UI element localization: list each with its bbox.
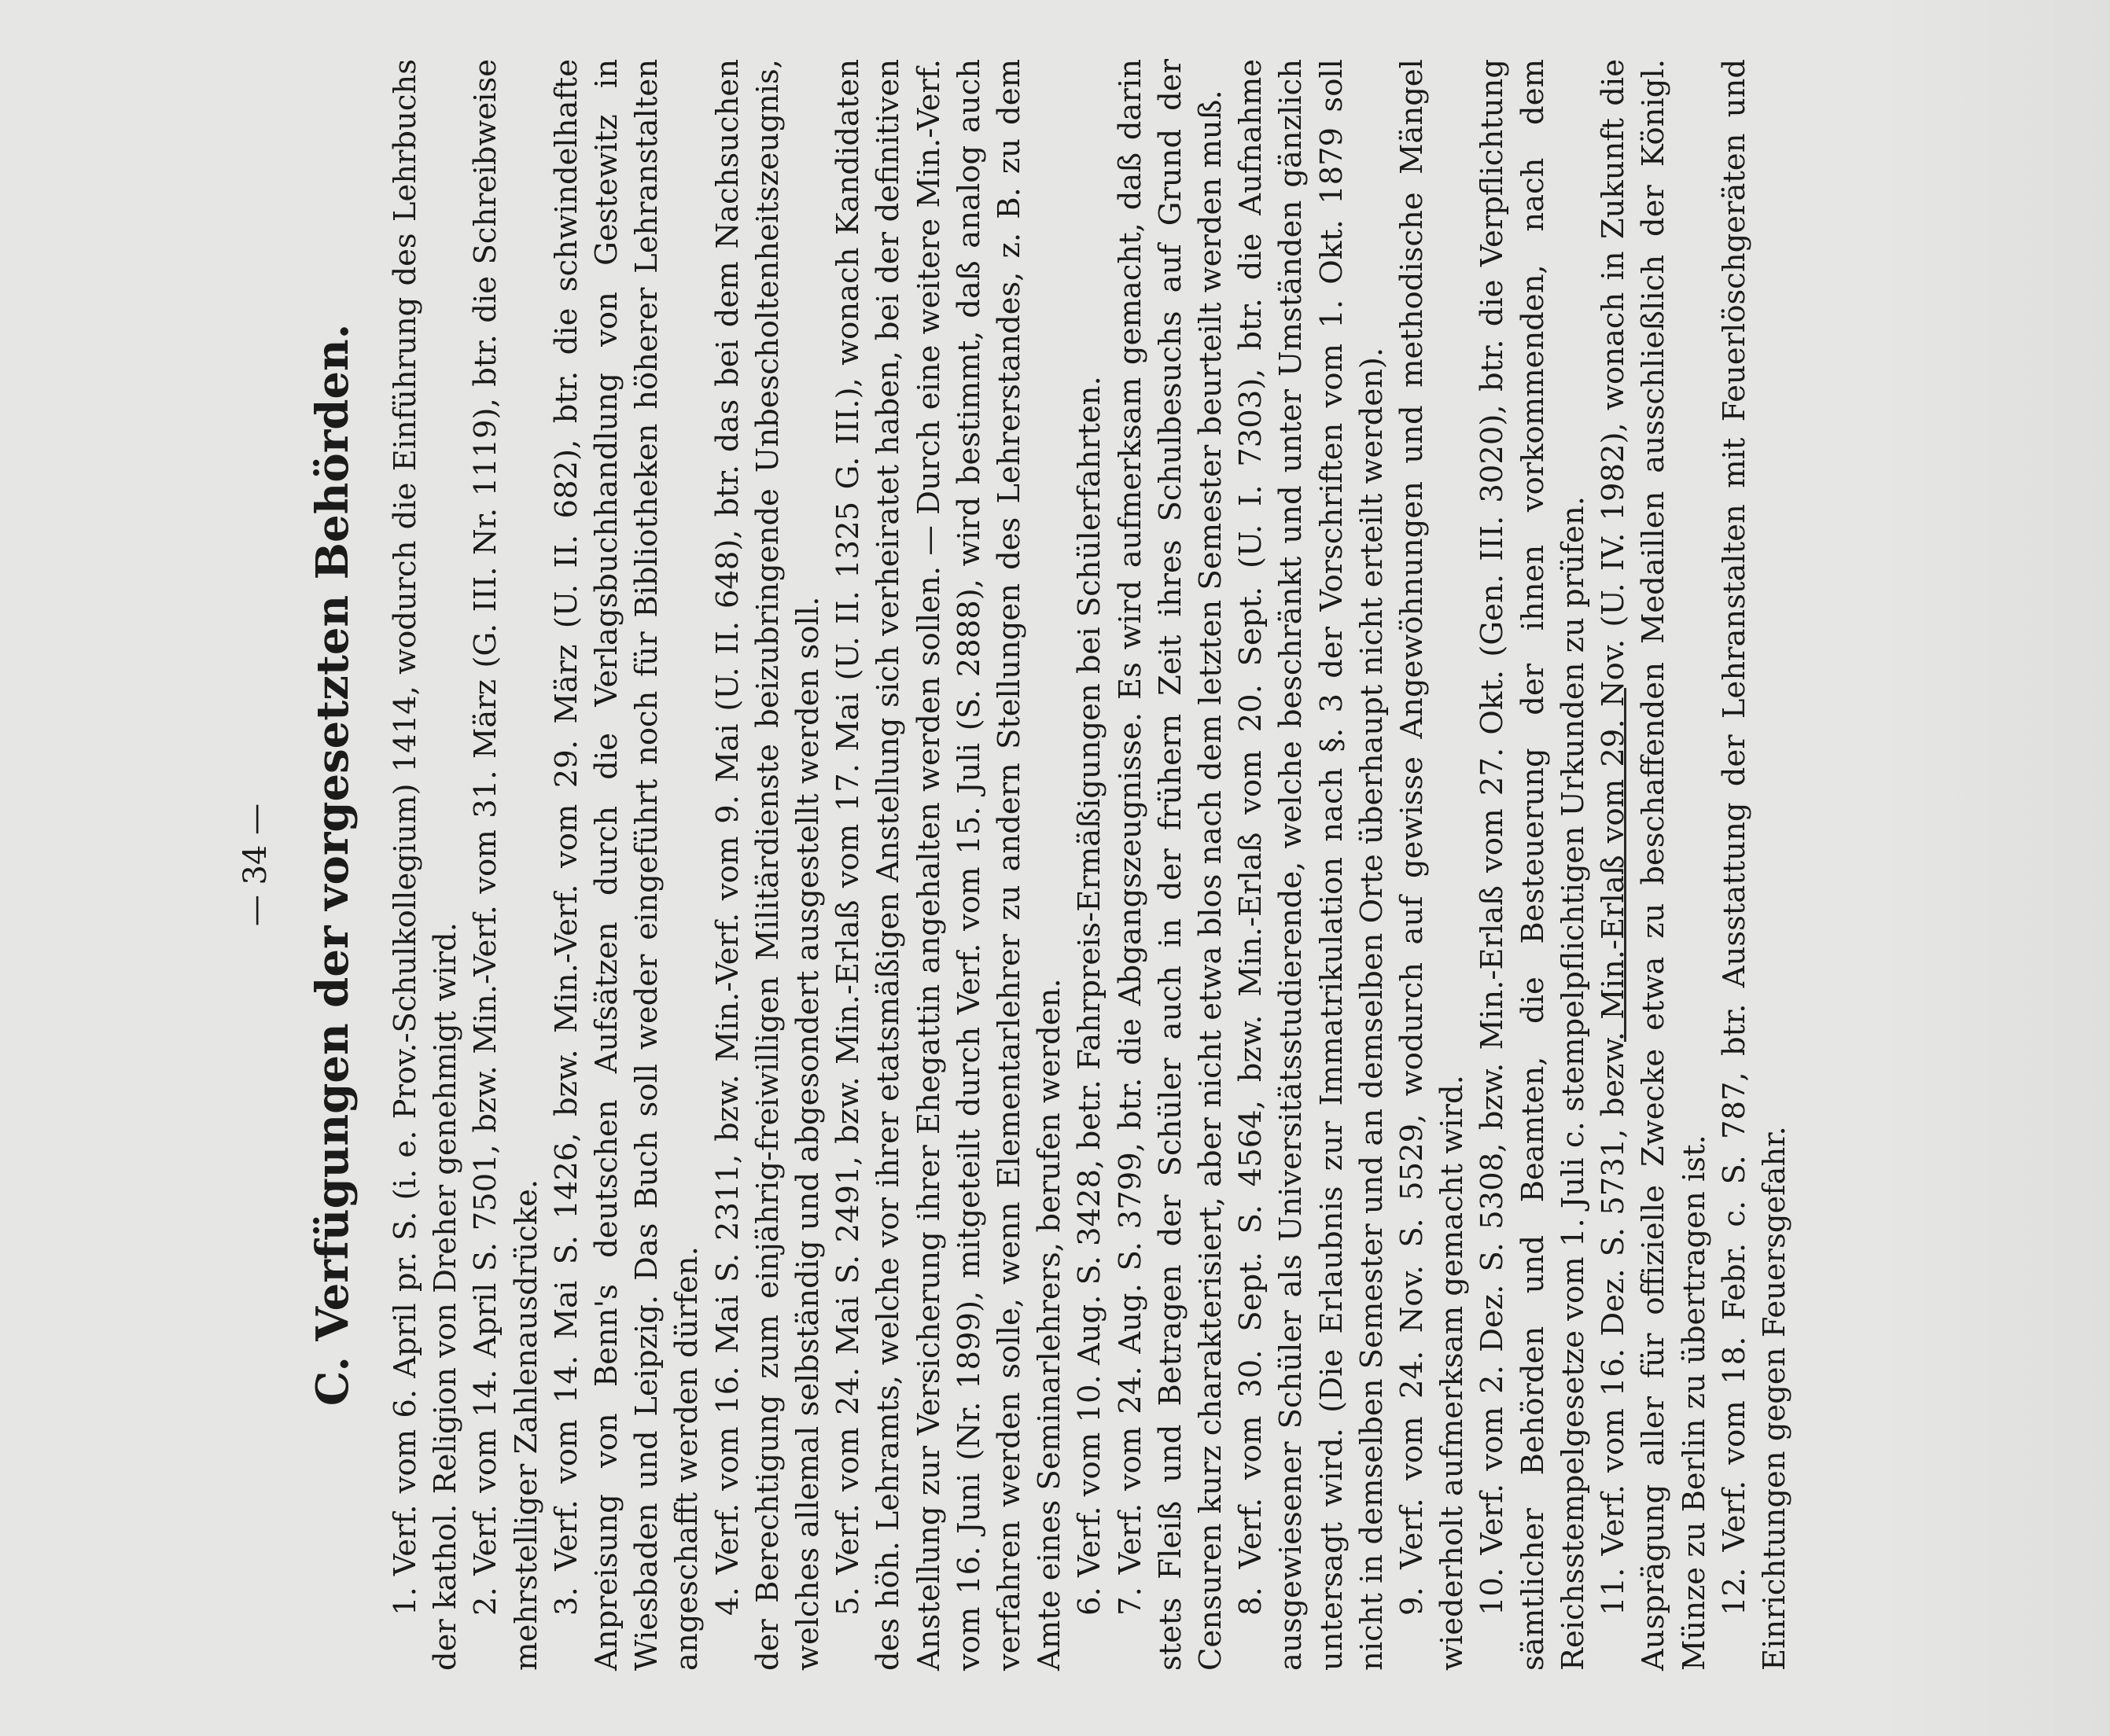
end-rule xyxy=(1624,688,1626,1042)
decree-item-11: 11. Verf. vom 16. Dez. S. 5731, bezw. Min.-Erlaß vom 29. Nov. (U. IV. 1982), wonach in Zukunft die Ausprägung aller für offizielle Zwecke etwa zu beschaffenden Medaillen ausschließlich der Königl. Münze zu Berlin zu übertragen ist. xyxy=(1596,59,1712,1671)
rotated-page-content xyxy=(236,59,1817,1671)
decree-item-1: 1. Verf. vom 6. April pr. S. (i. e. Prov.-Schulkollegium) 1414, wodurch die Einführung des Lehrbuchs der kathol. Religion von Dreher genehmigt wird. xyxy=(388,59,464,1671)
decree-item-5: 5. Verf. vom 24. Mai S. 2491, bzw. Min.-Erlaß vom 17. Mai (U. II. 1325 G. III.), wonach Kandidaten des höh. Lehramts, welche vor ihrer etatsmäßigen Anstellung sich verheiratet haben, bei der definitiven Anstellung zur Versicherung ihrer Ehegattin angehalten werden sollen. — Durch eine weitere Min.-Verf. vom 16. Juni (Nr. 1899), mitgeteilt durch Verf. vom 15. Juli (S. 2888), wird bestimmt, daß analog auch verfahren werden solle, wenn Elementarlehrer zu andern Stellungen des Lehrerstandes, z. B. zu dem Amte eines Seminarlehrers, berufen werden. xyxy=(830,59,1068,1671)
page-number: — 34 — xyxy=(238,803,274,927)
decree-item-4: 4. Verf. vom 16. Mai S. 2311, bzw. Min.-Verf. vom 9. Mai (U. II. 648), btr. das bei dem Nachsuchen der Berechtigung zum einjährig-freiwilligen Militärdienste beizubringende Unbescholtenheitszeugnis, welches allemal selbständig und abgesondert ausgestellt werden soll. xyxy=(709,59,827,1671)
decree-item-12: 12. Verf. vom 18. Febr. c. S. 787, btr. Ausstattung der Lehranstalten mit Feuerlöschgeräten und Einrichtungen gegen Feuersgefahr. xyxy=(1716,59,1792,1671)
decree-item-6: 6. Verf. vom 10. Aug. S. 3428, betr. Fahrpreis-Ermäßigungen bei Schülerfahrten. xyxy=(1072,376,1108,1616)
decree-item-7: 7. Verf. vom 24. Aug. S. 3799, btr. die Abgangszeugnisse. Es wird aufmerksam gemacht, daß darin stets Fleiß und Betragen der Schüler auch in der frühern Zeit ihres Schulbesuchs auf Grund der Censuren kurz charakterisiert, aber nicht etwa blos nach dem letzten Semester beurteilt werden muß. xyxy=(1112,59,1229,1671)
decree-item-10: 10. Verf. vom 2. Dez. S. 5308, bzw. Min.-Erlaß vom 27. Okt. (Gen. III. 3020), btr. die Verpflichtung sämtlicher Behörden und Beamten, die Besteuerung der ihnen vorkommenden, nach dem Reichsstempelgesetze vom 1. Juli c. stempelpflichtigen Urkunden zu prüfen. xyxy=(1475,59,1591,1671)
decree-item-9: 9. Verf. vom 24. Nov. S. 5529, wodurch auf gewisse Angewöhnungen und methodische Mängel wiederholt aufmerksam gemacht wird. xyxy=(1394,59,1471,1671)
decree-item-8: 8. Verf. vom 30. Sept. S. 4564, bzw. Min.-Erlaß vom 20. Sept. (U. I. 7303), btr. die Aufnahme ausgewiesener Schüler als Universitätsstudierende, welche beschränkt und unter Umständen gänzlich untersagt wird. (Die Erlaubnis zur Immatrikulation nach §. 3 der Vorschriften vom 1. Okt. 1879 soll nicht in demselben Semester und an demselben Orte überhaupt nicht erteilt werden). xyxy=(1233,59,1390,1671)
decree-item-3: 3. Verf. vom 14. Mai S. 1426, bzw. Min.-Verf. vom 29. März (U. II. 682), btr. die schwindelhafte Anpreisung von Benn's deutschen Aufsätzen durch die Verlagsbuchhandlung von Gestewitz in Wiesbaden und Leipzig. Das Buch soll weder eingeführt noch für Bibliotheken höherer Lehranstalten angeschafft werden dürfen. xyxy=(548,59,705,1671)
section-heading: C. Verfügungen der vorgesetzten Behörden. xyxy=(307,323,359,1407)
decree-item-2: 2. Verf. vom 14. April S. 7501, bzw. Min.-Verf. vom 31. März (G. III. Nr. 1119), btr. die Schreibweise mehrstelliger Zahlenausdrücke. xyxy=(468,59,544,1671)
paper-shade xyxy=(1874,0,2110,1736)
decree-list xyxy=(385,59,1795,1671)
